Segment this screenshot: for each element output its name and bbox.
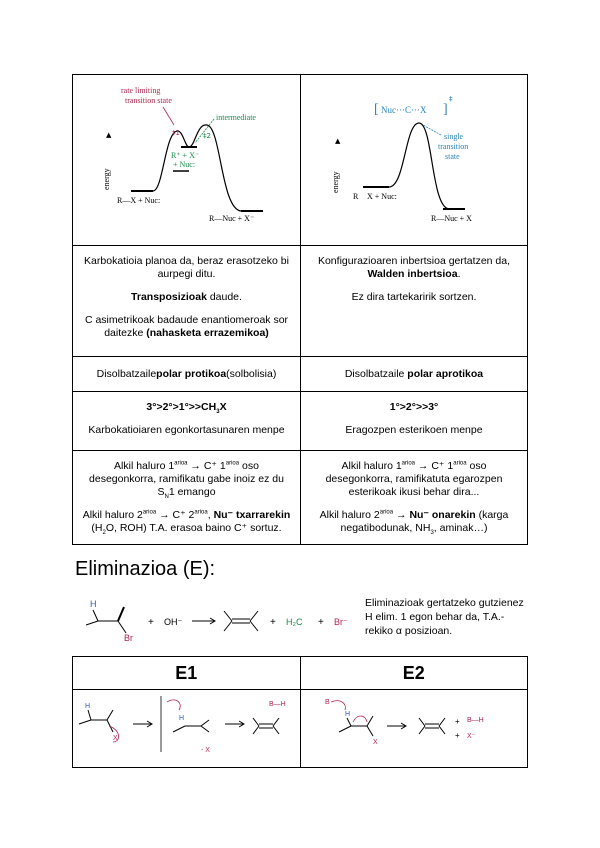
bond — [118, 621, 126, 633]
t: oso desegonkorra, ramifikatuta egarozpen esterikoak ikusi behar dira... — [325, 460, 503, 498]
t: Alkil haluro 2 — [82, 509, 143, 521]
sn2-inversion — [309, 255, 519, 281]
t: , aminak…) — [433, 522, 488, 534]
eq-h: H — [90, 599, 97, 609]
t: 3 — [430, 530, 434, 537]
bond — [273, 718, 279, 726]
t: arioa — [401, 460, 416, 467]
sn1-transposition-bold: Transposizioak — [131, 291, 207, 303]
ts1-mark: ‡1 — [172, 129, 180, 137]
t: → — [393, 509, 410, 521]
e2-plus: + — [455, 717, 460, 726]
bond — [79, 720, 91, 724]
sn1-solvent-text: Disolbatzaile — [96, 367, 157, 380]
haloalkane-row — [73, 451, 527, 544]
bond — [201, 720, 209, 726]
e2-base-arrow — [331, 701, 345, 710]
e1-x: X — [113, 735, 118, 742]
bond — [107, 710, 113, 720]
eq-br: Br — [124, 633, 133, 643]
t: Alkil haluro 1 — [114, 460, 175, 472]
sn2-walden-rest: . — [457, 268, 461, 280]
t: Alkil haluro 1 — [341, 460, 402, 472]
products-label: R—Nuc + X⁻ — [209, 214, 255, 223]
bond — [201, 726, 209, 732]
t: arioa — [225, 460, 240, 467]
sn2-no-intermediates: Ez dira tartekaririk sortzen. — [351, 291, 477, 303]
eq-plus2: + — [270, 617, 276, 628]
diagram-row — [73, 75, 527, 246]
eq-h2o: H₂C — [286, 617, 303, 627]
bond — [93, 610, 98, 621]
intermediate-nuc: + Nuc: — [173, 160, 196, 169]
bond — [253, 718, 259, 726]
bond — [273, 726, 279, 734]
eq-plus1: + — [148, 617, 154, 628]
sn1-haloalkane — [73, 451, 300, 544]
sn1-transposition — [81, 291, 292, 304]
bond — [224, 621, 232, 631]
sn1-energy-diagram — [73, 75, 300, 245]
elimination-equation — [82, 595, 362, 651]
sn2-reactivity-bold: 1°>2°>>3° — [389, 401, 439, 413]
t: → C⁺ 1 — [187, 460, 226, 472]
t: oso desegonkorra, ramifikatu gabe inoiz ez du S — [89, 460, 284, 498]
t: → C⁺ 1 — [415, 460, 454, 472]
y-arrow-mark: ▲ — [106, 131, 112, 139]
ts-charge: ‡ — [449, 95, 453, 103]
sn1-halo-primary — [81, 460, 292, 499]
bond — [367, 716, 373, 726]
bond — [250, 611, 258, 621]
e1-bh: B—H — [269, 701, 286, 708]
e2-mechanism — [300, 690, 528, 767]
intermediate-species: R⁺ + X⁻ — [171, 151, 200, 160]
sn2-haloalkane — [300, 451, 527, 544]
bond — [419, 726, 425, 734]
eq-plus3: + — [318, 617, 324, 628]
sn1-solvent-bold: polar protikoa — [156, 367, 227, 380]
e2-h: H — [345, 711, 351, 718]
bond — [419, 718, 425, 726]
single-label: single — [444, 132, 464, 141]
e1-e2-body — [73, 690, 527, 767]
sn2-reactivity-note: Eragozpen esterikoen menpe — [345, 424, 483, 436]
sn1-reactivity-sub: 3 — [216, 409, 220, 416]
t: arioa — [174, 460, 188, 467]
state-label: state — [445, 152, 460, 161]
t: 2 — [102, 530, 106, 537]
elimination-title: Eliminazioa (E): — [75, 558, 216, 580]
t: (H — [91, 522, 103, 534]
ts2-mark: ‡2 — [203, 132, 211, 140]
sn1-description — [73, 246, 300, 356]
sn1-sn2-table — [72, 74, 528, 545]
bond — [224, 611, 232, 621]
reactivity-row — [73, 392, 527, 451]
t: , — [207, 509, 214, 521]
elimination-note: Eliminazioak gertatzeko gutzienez H elim. 1 egon behar da, T.A.-rekiko α posizioan. — [365, 597, 524, 637]
t: (karga negatibodunak, NH — [340, 509, 509, 534]
products-label: R—Nuc + X — [431, 214, 472, 223]
bond — [367, 726, 373, 736]
bond — [339, 726, 351, 732]
description-row — [73, 246, 527, 357]
rate-limiting-pointer — [163, 107, 174, 125]
bond — [347, 718, 351, 726]
bond — [118, 607, 124, 621]
sn2-reactivity — [300, 392, 527, 450]
bond — [173, 726, 185, 732]
sn2-solvent-text: Disolbatzaile — [344, 367, 405, 380]
y-axis-label: energy — [331, 171, 340, 193]
ts-bracket-left: [ — [374, 102, 379, 117]
e2-curved-arrow — [353, 716, 367, 722]
eq-oh: OH⁻ — [164, 617, 183, 627]
ts-structure: Nuc···C···X — [381, 105, 427, 115]
bond — [86, 621, 98, 625]
e1-e2-header — [73, 657, 527, 690]
sn1-solvent-rest: (solbolisia) — [226, 367, 277, 380]
intermediate-label: intermediate — [216, 113, 256, 122]
bond — [439, 726, 445, 734]
sn1-diagram-svg — [73, 75, 300, 245]
e2-header: E2 — [300, 657, 528, 689]
sn2-halo-secondary — [309, 509, 519, 535]
sn2-solvent-bold: polar aprotikoa — [407, 367, 484, 380]
t: Nu⁻ txarrarekin — [213, 509, 291, 521]
sn2-walden-bold: Walden inbertsioa — [367, 268, 458, 280]
transition-label: transition — [438, 142, 469, 151]
sn1-reactivity-order — [81, 401, 292, 414]
sn2-halo-primary — [309, 460, 519, 499]
e2-plus2: + — [455, 731, 460, 740]
t: → C⁺ 2 — [156, 509, 195, 521]
sn1-reactivity-b: X — [219, 401, 227, 413]
t: Alkil haluro 2 — [319, 509, 380, 521]
reactants-label: R—X + Nuc: — [117, 196, 161, 205]
e1-base-arrow — [167, 700, 180, 710]
t: O, ROH) T.A. erasoa baino C⁺ sortuz. — [105, 522, 282, 534]
t: N — [164, 494, 169, 501]
sn1-reactivity-note: Karbokatioiaren egonkortasunaren menpe — [88, 424, 285, 436]
solvent-row — [73, 357, 527, 392]
e2-b: B — [325, 699, 330, 706]
e1-mechanism — [73, 690, 300, 767]
sn1-racemic-text: C asimetrikoak badaude enantiomeroak sor daitezke — [84, 314, 289, 339]
e2-x: X — [373, 739, 378, 746]
sn2-energy-diagram — [300, 75, 527, 245]
e1-h: H — [85, 703, 91, 710]
e2-xm: X⁻ — [467, 733, 476, 740]
bond — [88, 710, 91, 720]
sn1-reactivity — [73, 392, 300, 450]
bond — [250, 621, 258, 631]
e2-mechanism-svg — [301, 690, 528, 767]
e1-mechanism-svg — [73, 690, 300, 767]
sn2-reactivity-order — [309, 401, 519, 414]
ts-bracket-right: ] — [443, 102, 448, 117]
reactants-label: X + Nuc: — [367, 192, 397, 201]
e1-e2-table — [72, 656, 528, 768]
e2-bh: B—H — [467, 717, 484, 724]
sn1-racemic — [81, 314, 292, 340]
sn2-solvent — [300, 357, 527, 391]
y-axis-label: energy — [102, 168, 111, 190]
sn1-solvent — [73, 357, 300, 391]
t: 1 emango — [168, 486, 216, 498]
transition-state-label: transition state — [125, 96, 172, 105]
sn2-diagram-svg — [301, 75, 528, 245]
t: arioa — [453, 460, 467, 467]
sn1-transposition-rest: daude. — [206, 291, 242, 303]
e1-h2: H — [179, 715, 185, 722]
sn1-reactivity-a: 3°>2°>1°>>CH — [146, 401, 217, 413]
reactant-r: R — [353, 192, 359, 201]
y-arrow-mark: ▲ — [335, 137, 341, 145]
e1-header: E1 — [175, 662, 198, 683]
t: arioa — [379, 509, 394, 516]
t: arioa — [142, 509, 157, 516]
sn1-racemic-bold: (nahasketa errazemikoa) — [146, 327, 269, 339]
bond — [439, 718, 445, 726]
t: arioa — [194, 509, 208, 516]
e1-xm: - X — [201, 747, 210, 754]
bond — [253, 726, 259, 734]
sn2-inversion-text: Konfigurazioaren inbertsioa gertatzen da, — [317, 255, 511, 267]
sn1-planar-text: Karbokatioia planoa da, beraz erasotzeko bi aurpegi ditu. — [84, 255, 289, 280]
sn1-halo-secondary — [81, 509, 292, 535]
t: Nu⁻ onarekin — [409, 509, 476, 521]
rate-limiting-label: rate limiting — [121, 86, 161, 95]
sn2-description — [300, 246, 527, 356]
eq-brm: Br⁻ — [334, 617, 348, 627]
